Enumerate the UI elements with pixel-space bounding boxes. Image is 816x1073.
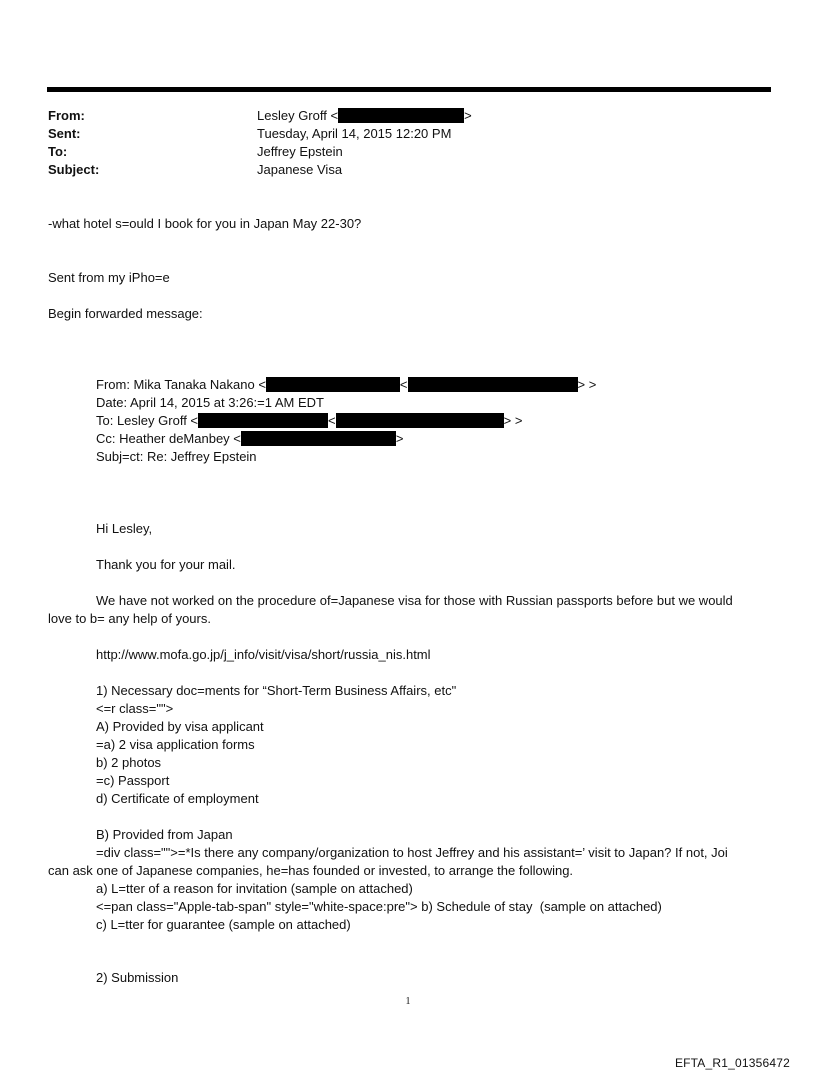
to-label: To: bbox=[48, 144, 68, 159]
section1-a3: =c) Passport bbox=[96, 773, 170, 788]
fwd-from-suffix: > > bbox=[577, 377, 597, 392]
section1-b-line2: can ask one of Japanese companies, he=has founded or invested, to arrange the following. bbox=[48, 863, 574, 878]
redaction-box bbox=[241, 431, 396, 446]
section1-title: 1) Necessary doc=ments for “Short-Term Business Affairs, etc" bbox=[96, 683, 457, 698]
sent-label: Sent: bbox=[48, 126, 81, 141]
to-value: Jeffrey Epstein bbox=[257, 144, 343, 159]
redaction-box bbox=[336, 413, 504, 428]
section1-b2: <=pan class="Apple-tab-span" style="white-space:pre"> b) Schedule of stay (sample on attached) bbox=[96, 899, 662, 914]
subject-label: Subject: bbox=[48, 162, 100, 177]
section1-a: A) Provided by visa applicant bbox=[96, 719, 264, 734]
fwd-to-mid: < bbox=[328, 413, 336, 428]
fwd-from-mid: < bbox=[399, 377, 408, 392]
hotel-question: -what hotel s=ould I book for you in Japan May 22-30? bbox=[48, 216, 362, 231]
fwd-to-prefix: To: Lesley Groff < bbox=[96, 413, 199, 428]
fwd-cc-prefix: Cc: Heather deManbey < bbox=[96, 431, 241, 446]
fwd-subject-line: Subj=ct: Re: Jeffrey Epstein bbox=[96, 449, 257, 464]
section2-title: 2) Submission bbox=[96, 970, 179, 985]
redaction-box bbox=[266, 377, 400, 392]
fwd-date-line: Date: April 14, 2015 at 3:26:=1 AM EDT bbox=[96, 395, 324, 410]
section1-b1: a) L=tter of a reason for invitation (sample on attached) bbox=[96, 881, 413, 896]
from-value bbox=[257, 108, 472, 123]
section1-b-line1: =div class="">=*Is there any company/organization to host Jeffrey and his assistant=’ visit to Japan? If not, Joi bbox=[96, 845, 728, 860]
sent-from-line: Sent from my iPho=e bbox=[48, 270, 170, 285]
para1-line1: We have not worked on the procedure of=Japanese visa for those with Russian passports before but we would bbox=[96, 593, 733, 608]
from-name: Lesley Groff < bbox=[257, 108, 339, 123]
section1-b: B) Provided from Japan bbox=[96, 827, 233, 842]
fwd-to-suffix: > > bbox=[503, 413, 523, 428]
para1-line2: love to b= any help of yours. bbox=[48, 611, 211, 626]
page-number: 1 bbox=[405, 996, 411, 1007]
redaction-box bbox=[198, 413, 328, 428]
fwd-from-line bbox=[96, 377, 596, 392]
section1-a2: b) 2 photos bbox=[96, 755, 162, 770]
sent-value: Tuesday, April 14, 2015 12:20 PM bbox=[257, 126, 452, 141]
redaction-box bbox=[338, 108, 464, 123]
redaction-box bbox=[408, 377, 578, 392]
forward-intro: Begin forwarded message: bbox=[48, 306, 203, 321]
subject-value: Japanese Visa bbox=[257, 162, 343, 177]
fwd-cc-suffix: > bbox=[395, 431, 404, 446]
greeting: Hi Lesley, bbox=[96, 521, 153, 536]
section1-markup: <=r class=""> bbox=[96, 701, 174, 716]
from-suffix: > bbox=[464, 108, 472, 123]
header-divider bbox=[47, 87, 771, 92]
section1-a4: d) Certificate of employment bbox=[96, 791, 259, 806]
section1-a1: =a) 2 visa application forms bbox=[96, 737, 255, 752]
fwd-to-line bbox=[96, 413, 522, 428]
fwd-from-prefix: From: Mika Tanaka Nakano < bbox=[96, 377, 266, 392]
mofa-url: http://www.mofa.go.jp/j_info/visit/visa/short/russia_nis.html bbox=[96, 647, 431, 662]
section1-b3: c) L=tter for guarantee (sample on attached) bbox=[96, 917, 351, 932]
fwd-cc-line bbox=[96, 431, 403, 446]
thanks-line: Thank you for your mail. bbox=[96, 557, 236, 572]
document-id: EFTA_R1_01356472 bbox=[674, 1056, 790, 1070]
from-label: From: bbox=[48, 108, 85, 123]
